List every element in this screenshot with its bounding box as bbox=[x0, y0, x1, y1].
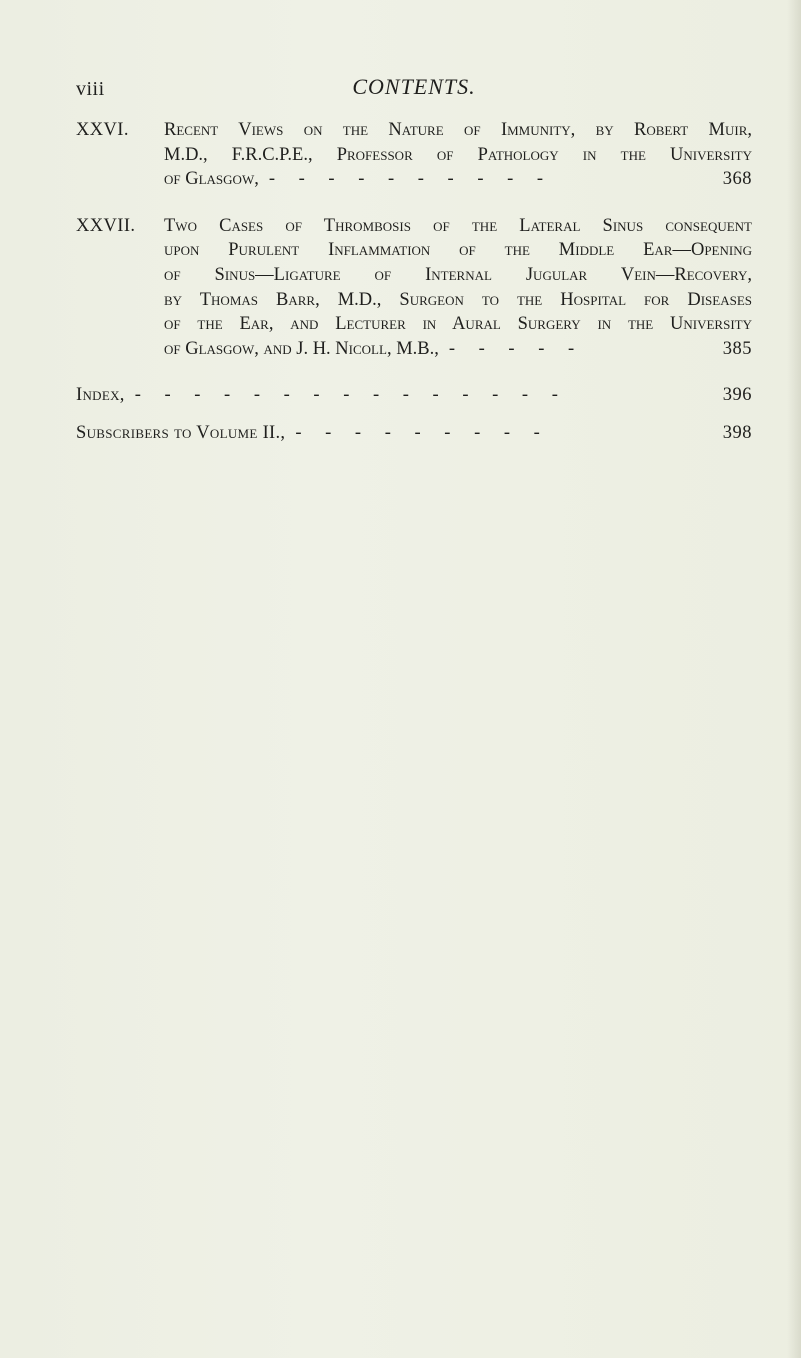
subscribers-line bbox=[76, 421, 752, 446]
entry-title-line: of Sinus—Ligature of Internal Jugular Vein—Recovery, bbox=[164, 264, 752, 285]
running-title: CONTENTS. bbox=[352, 74, 476, 99]
entry-title-line: of Glasgow, and J. H. Nicoll, M.B., bbox=[164, 338, 439, 359]
page-reference: 396 bbox=[722, 385, 752, 406]
dot-leader: - - - - - bbox=[448, 338, 584, 359]
index-entry bbox=[76, 383, 752, 408]
page-reference: 385 bbox=[722, 338, 752, 359]
entry-last-line bbox=[164, 167, 752, 192]
entry-title-line: M.D., F.R.C.P.E., Professor of Pathology in the University bbox=[164, 144, 752, 165]
subscribers-label: Subscribers to Volume II., bbox=[76, 422, 286, 443]
entry-title-line: Recent Views on the Nature of Immunity, by Robert Muir, bbox=[164, 120, 752, 140]
contents-entry bbox=[76, 118, 752, 192]
page-number: viii bbox=[76, 78, 105, 100]
contents-list bbox=[76, 118, 752, 446]
index-label: Index, bbox=[76, 385, 125, 406]
entry-numeral: XXVI. bbox=[76, 120, 129, 140]
entry-title-line: Two Cases of Thrombosis of the Lateral Sinus consequent bbox=[164, 215, 752, 236]
dot-leader: - - - - - - - - - - - - - - - bbox=[134, 385, 568, 406]
page-edge-shadow bbox=[787, 0, 801, 1358]
entry-title-line: upon Purulent Inflammation of the Middle Ear—Opening bbox=[164, 240, 752, 261]
contents-entry bbox=[76, 214, 752, 362]
page-reference: 368 bbox=[722, 169, 752, 190]
entry-title-line: of the Ear, and Lecturer in Aural Surgery in the University bbox=[164, 314, 752, 335]
dot-leader: - - - - - - - - - - bbox=[268, 169, 553, 190]
dot-leader: - - - - - - - - - bbox=[295, 422, 550, 443]
subscribers-entry bbox=[76, 421, 752, 446]
entry-title bbox=[164, 214, 752, 362]
entry-numeral: XXVII. bbox=[76, 215, 136, 236]
index-line bbox=[76, 383, 752, 408]
entry-title-line: by Thomas Barr, M.D., Surgeon to the Hospital for Diseases bbox=[164, 289, 752, 310]
page-reference: 398 bbox=[722, 422, 752, 443]
entry-title bbox=[164, 118, 752, 192]
entry-title-line: of Glasgow, bbox=[164, 169, 259, 190]
entry-last-line bbox=[164, 337, 752, 362]
page-header bbox=[76, 74, 752, 104]
